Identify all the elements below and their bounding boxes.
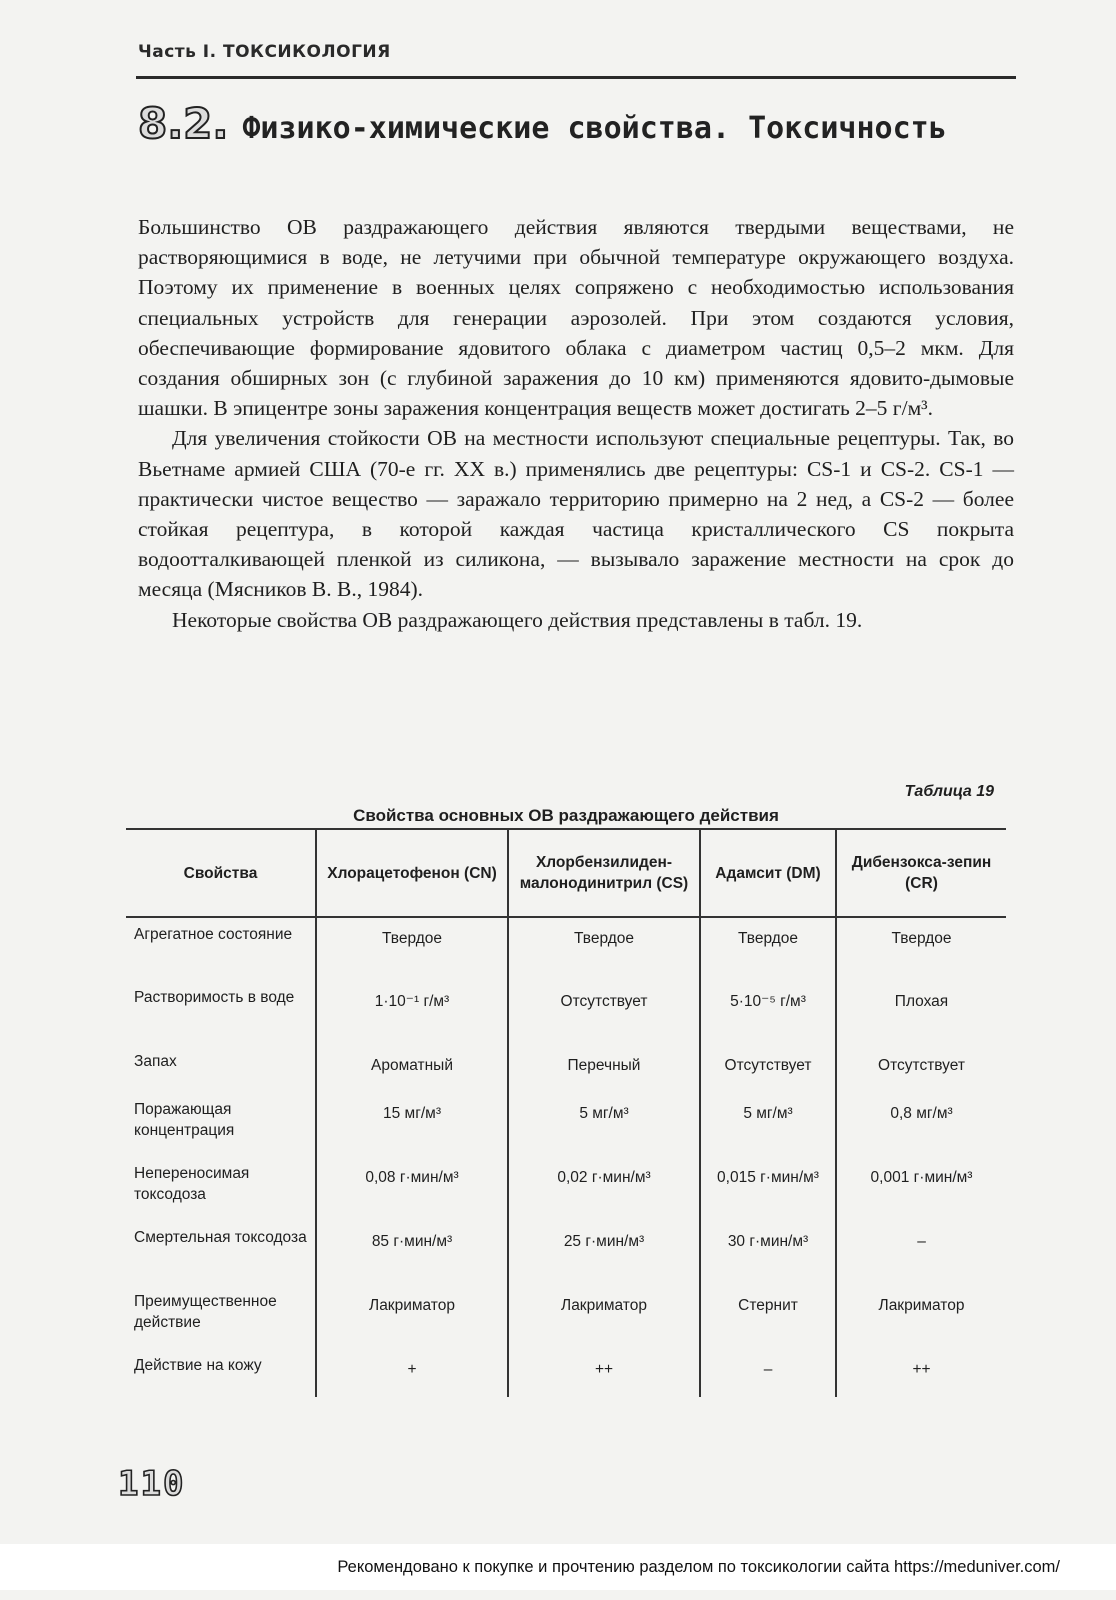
cn-cell: +: [316, 1349, 508, 1397]
paragraph: Большинство ОВ раздражающего действия являются твердыми веществами, не растворяющимися в воде, не летучими при обычной температуре окружающего воздуха. Поэтому их применение в военных целях сопряжено с необходимостью использования специальных устройств для генерации аэрозолей. При этом создаются условия, обеспечивающие формирование ядовитого облака с диаметром частиц 0,5–2 мкм. Для создания обширных зон (с глубиной заражения до 10 км) применяются ядовито-дымовые шашки. В эпицентре зоны заражения концентрация веществ может достигать 2–5 г/м³.: [138, 215, 1014, 421]
property-cell: Агрегатное состояние: [134, 926, 293, 943]
property-cell: Растворимость в воде: [134, 989, 295, 1006]
cr-cell: Отсутствует: [836, 1045, 1006, 1093]
dm-cell: –: [700, 1349, 836, 1397]
table-row: [126, 1157, 1006, 1221]
page-number: 110: [118, 1464, 186, 1504]
table-row: [126, 1349, 1006, 1397]
dm-cell: 5 мг/м³: [700, 1093, 836, 1157]
section-number: 8.2.: [138, 99, 229, 148]
body-text: [138, 212, 1014, 635]
table-row: [126, 1045, 1006, 1093]
table-row: [126, 917, 1006, 981]
table-row: [126, 1285, 1006, 1349]
header-cell: Хлорбензилиден-малонодинитрил (CS): [508, 829, 700, 917]
property-cell: Запах: [134, 1053, 177, 1070]
cn-cell: 85 г·мин/м³: [316, 1221, 508, 1285]
table-header-row: [126, 829, 1006, 917]
property-cell: Действие на кожу: [134, 1357, 262, 1374]
cr-cell: Плохая: [836, 981, 1006, 1045]
cs-cell: Лакриматор: [508, 1285, 700, 1349]
header-cell: Адамсит (DM): [700, 829, 836, 917]
running-head: Часть I. ТОКСИКОЛОГИЯ: [138, 42, 391, 62]
cn-cell: 0,08 г·мин/м³: [316, 1157, 508, 1221]
cn-cell: Твердое: [316, 917, 508, 981]
cs-cell: 5 мг/м³: [508, 1093, 700, 1157]
table-label: Таблица 19: [904, 783, 994, 800]
properties-table: [126, 828, 1006, 1397]
header-rule: [136, 76, 1016, 79]
footer-text: Рекомендовано к покупке и прочтению разделом по токсикологии сайта https://meduniver.com/: [337, 1558, 1060, 1576]
cn-cell: Ароматный: [316, 1045, 508, 1093]
cs-cell: Твердое: [508, 917, 700, 981]
table-row: [126, 981, 1006, 1045]
cr-cell: Твердое: [836, 917, 1006, 981]
dm-cell: 5·10⁻⁵ г/м³: [700, 981, 836, 1045]
section-heading: [138, 99, 1008, 151]
table-caption: Свойства основных ОВ раздражающего действия: [353, 806, 779, 825]
property-cell: Смертельная токсодоза: [134, 1229, 307, 1246]
section-title: Физико-химические свойства. Токсичность: [242, 111, 947, 146]
dm-cell: Твердое: [700, 917, 836, 981]
cs-cell: ++: [508, 1349, 700, 1397]
header-cell: Свойства: [126, 829, 316, 917]
paragraph: Некоторые свойства ОВ раздражающего действия представлены в табл. 19.: [172, 607, 863, 632]
dm-cell: Стернит: [700, 1285, 836, 1349]
cn-cell: 1·10⁻¹ г/м³: [316, 981, 508, 1045]
property-cell: Преимущественное действие: [134, 1293, 277, 1331]
header-cell: Хлорацетофенон (CN): [316, 829, 508, 917]
cr-cell: 0,001 г·мин/м³: [836, 1157, 1006, 1221]
cs-cell: 25 г·мин/м³: [508, 1221, 700, 1285]
footer-note: [0, 1544, 1116, 1590]
cs-cell: Отсутствует: [508, 981, 700, 1045]
dm-cell: Отсутствует: [700, 1045, 836, 1093]
dm-cell: 30 г·мин/м³: [700, 1221, 836, 1285]
cr-cell: 0,8 мг/м³: [836, 1093, 1006, 1157]
table-row: [126, 1221, 1006, 1285]
paragraph: Для увеличения стойкости ОВ на местности используют специальные рецептуры. Так, во Вьетнаме армией США (70-е гг. XX в.) применялись две рецептуры: CS-1 и CS-2. CS-1 — практически чистое вещество — заражало территорию примерно на 2 нед, а CS-2 — более стойкая рецептура, в которой каждая частица кристаллического CS покрыта водоотталкивающей пленкой из силикона, — вызывало заражение местности на срок до месяца (Мясников В. В., 1984).: [138, 426, 1014, 602]
cn-cell: Лакриматор: [316, 1285, 508, 1349]
cr-cell: Лакриматор: [836, 1285, 1006, 1349]
property-cell: Поражающая концентрация: [134, 1101, 235, 1139]
cr-cell: –: [836, 1221, 1006, 1285]
cs-cell: Перечный: [508, 1045, 700, 1093]
cs-cell: 0,02 г·мин/м³: [508, 1157, 700, 1221]
cr-cell: ++: [836, 1349, 1006, 1397]
table-row: [126, 1093, 1006, 1157]
cn-cell: 15 мг/м³: [316, 1093, 508, 1157]
property-cell: Непереносимая токсодоза: [134, 1165, 250, 1203]
header-cell: Дибензокса-зепин (CR): [836, 829, 1006, 917]
dm-cell: 0,015 г·мин/м³: [700, 1157, 836, 1221]
